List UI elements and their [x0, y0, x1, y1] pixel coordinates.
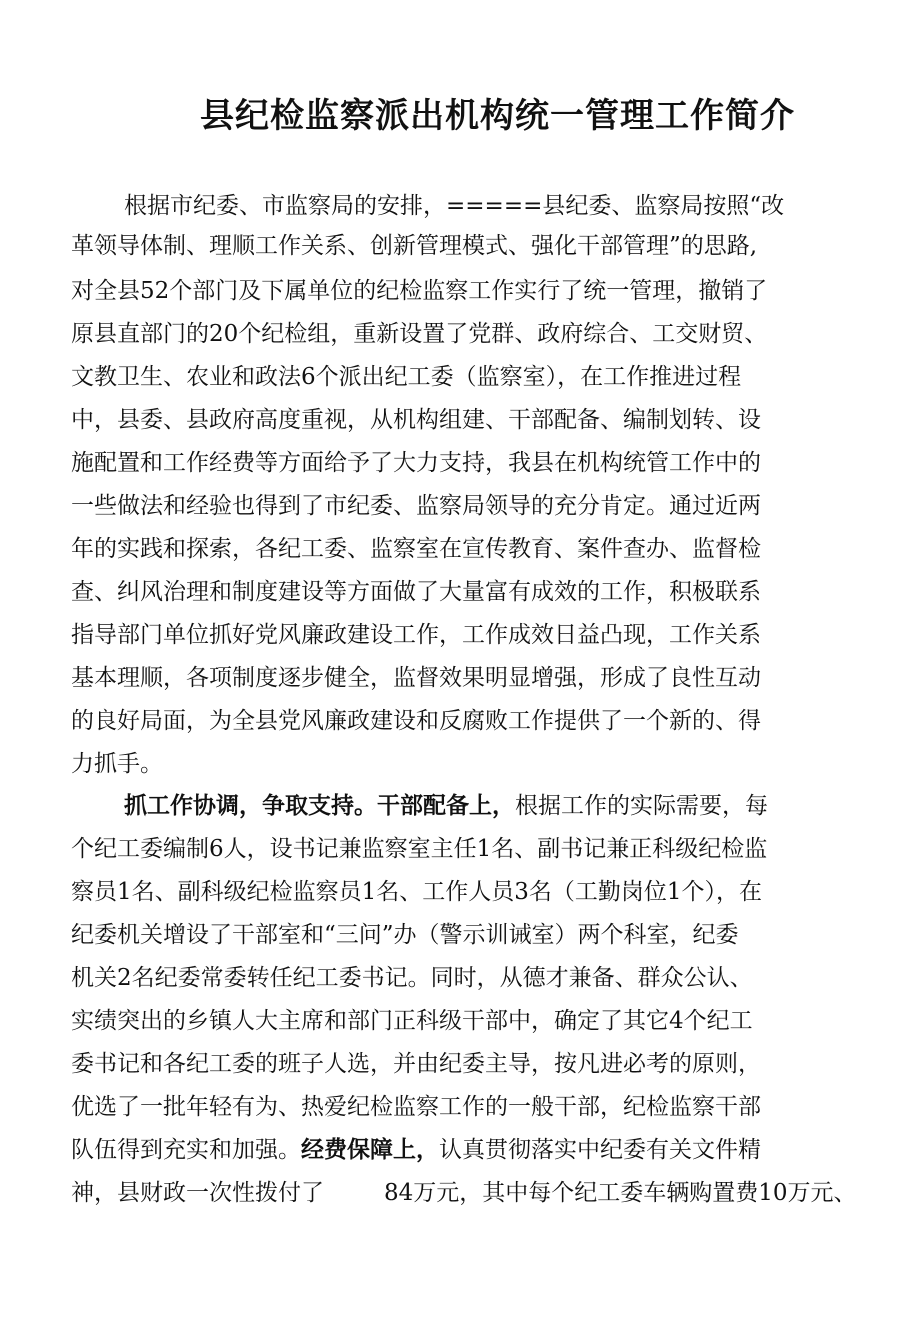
paragraph-2-line-1	[124, 790, 768, 822]
paragraph-1-line-8: 一些做法和经验也得到了市纪委、监察局领导的充分肯定。通过近两	[71, 493, 761, 519]
paragraph-1-line-6: 中，县委、县政府高度重视，从机构组建、干部配备、编制划转、设	[71, 407, 761, 433]
paragraph-2-line-7: 委书记和各纪工委的班子人选，并由纪委主导，按凡进必考的原则，	[71, 1051, 761, 1077]
paragraph-1-line-5: 文教卫生、农业和政法6个派出纪工委（监察室），在工作推进过程	[71, 364, 742, 390]
paragraph-1-line-1: 根据市纪委、市监察局的安排，=====县纪委、监察局按照“改	[124, 193, 785, 219]
paragraph-1-line-11: 指导部门单位抓好党风廉政建设工作，工作成效日益凸现，工作关系	[71, 622, 761, 648]
paragraph-2-line-2: 个纪工委编制6人，设书记兼监察室主任1名、副书记兼正科级纪检监	[71, 836, 768, 862]
paragraph-1-line-10: 查、纠风治理和制度建设等方面做了大量富有成效的工作，积极联系	[71, 579, 761, 605]
paragraph-1-line-14: 力抓手。	[71, 751, 163, 777]
paragraph-1-line-2: 革领导体制、理顺工作关系、创新管理模式、强化干部管理”的思路,	[71, 233, 758, 259]
funding-heading: 经费保障上，	[301, 1136, 439, 1163]
paragraph-2-line-9-text: 队伍得到充实和加强。	[71, 1137, 301, 1163]
document-title: 县纪检监察派出机构统一管理工作简介	[200, 96, 795, 136]
paragraph-2-line-3: 察员1名、副科级纪检监察员1名、工作人员3名（工勤岗位1个），在	[71, 879, 763, 905]
paragraph-1-line-4: 原县直部门的20个纪检组，重新设置了党群、政府综合、工交财贸、	[71, 321, 768, 347]
section-heading: 抓工作协调，争取支持。干部配备上，	[124, 792, 515, 819]
paragraph-2-line-1-text: 根据工作的实际需要，每	[515, 793, 768, 819]
paragraph-2-line-10-b: 84万元，其中每个纪工委车辆购置费10万元、	[384, 1180, 857, 1206]
paragraph-1-line-3: 对全县52个部门及下属单位的纪检监察工作实行了统一管理，撤销了	[71, 278, 768, 304]
paragraph-2-line-10-a: 神，县财政一次性拨付了	[71, 1180, 324, 1206]
paragraph-1-line-7: 施配置和工作经费等方面给予了大力支持，我县在机构统管工作中的	[71, 450, 761, 476]
paragraph-1-line-12: 基本理顺，各项制度逐步健全，监督效果明显增强，形成了良性互动	[71, 665, 761, 691]
paragraph-2-line-10	[71, 1177, 857, 1209]
paragraph-2-line-9-rest: 认真贯彻落实中纪委有关文件精	[439, 1137, 761, 1163]
paragraph-2-line-5: 机关2名纪委常委转任纪工委书记。同时，从德才兼备、群众公认、	[71, 965, 753, 991]
paragraph-2-line-9	[71, 1134, 761, 1166]
paragraph-1-line-9: 年的实践和探索，各纪工委、监察室在宣传教育、案件查办、监督检	[71, 536, 761, 562]
paragraph-2-line-6: 实绩突出的乡镇人大主席和部门正科级干部中，确定了其它4个纪工	[71, 1008, 753, 1034]
paragraph-1-line-13: 的良好局面，为全县党风廉政建设和反腐败工作提供了一个新的、得	[71, 708, 761, 734]
paragraph-2-line-4: 纪委机关增设了干部室和“三问”办（警示训诫室）两个科室，纪委	[71, 922, 739, 948]
paragraph-2-line-8: 优选了一批年轻有为、热爱纪检监察工作的一般干部，纪检监察干部	[71, 1094, 761, 1120]
